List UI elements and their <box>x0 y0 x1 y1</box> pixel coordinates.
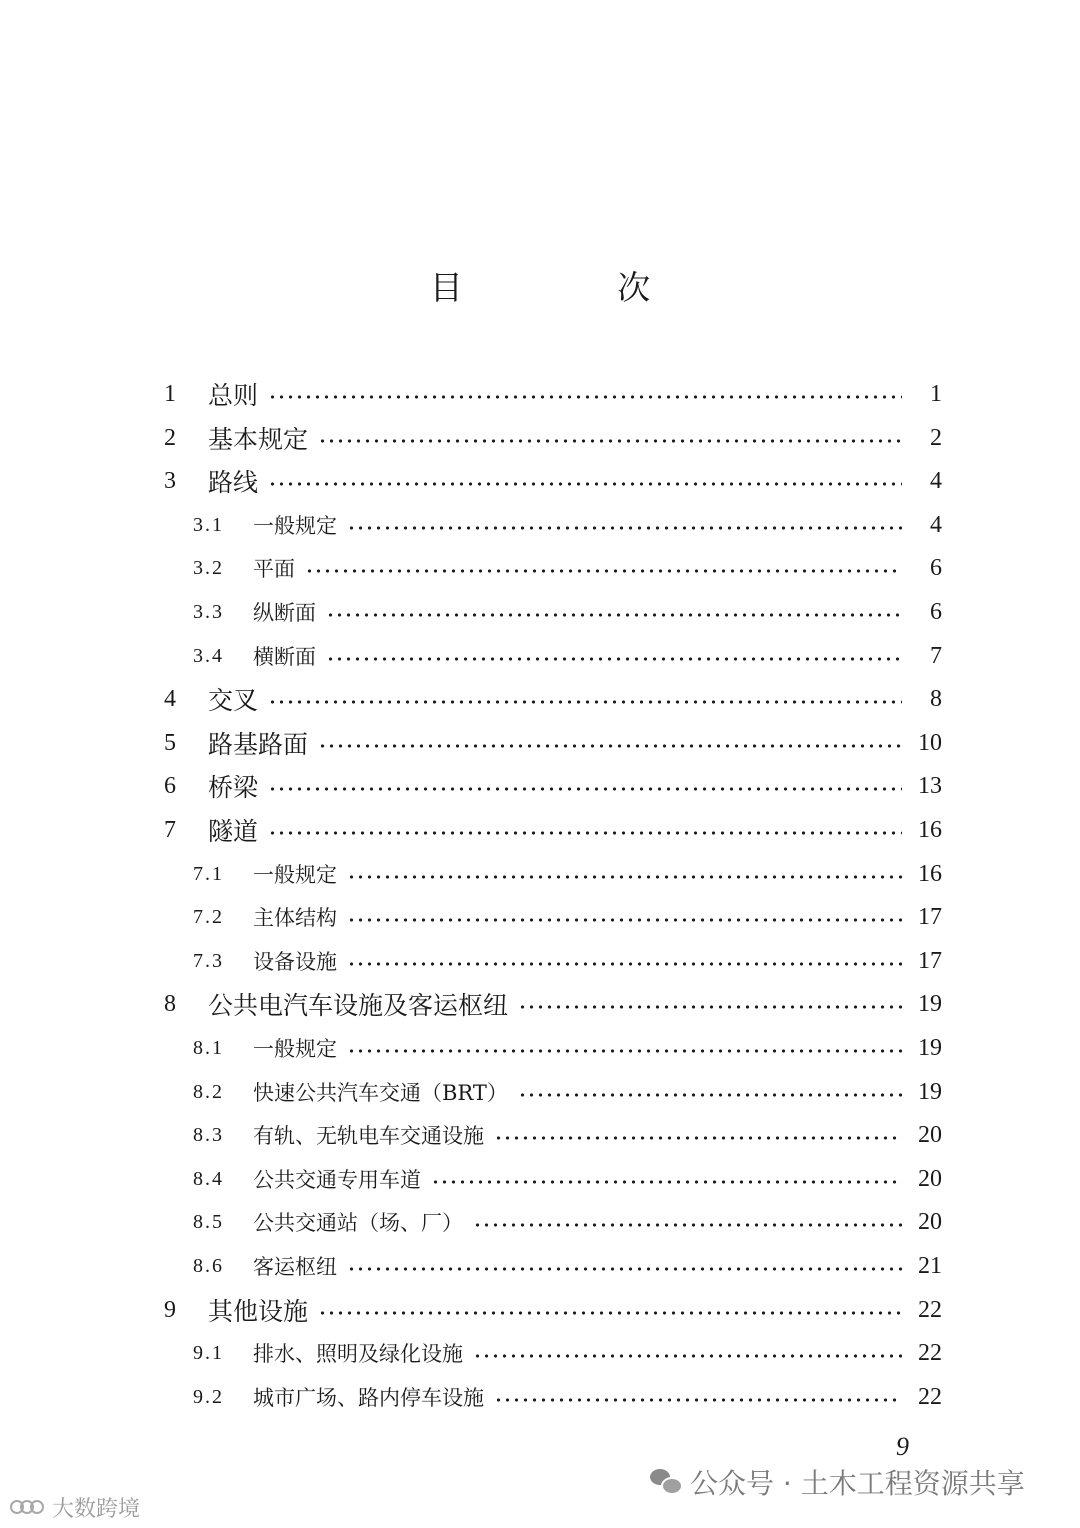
toc-entry-number: 7.1 <box>193 862 224 885</box>
toc-entry[interactable] <box>164 984 942 1024</box>
toc-entry-number: 3.1 <box>193 513 224 536</box>
toc-entry-page: 8 <box>930 685 942 712</box>
dot-leader <box>518 1093 902 1097</box>
watermark-wechat <box>650 1462 1025 1502</box>
logo-icon <box>10 1498 48 1516</box>
watermark-left <box>10 1492 140 1522</box>
toc-entry[interactable] <box>164 941 942 981</box>
toc-entry-title: 设备设施 <box>253 950 337 974</box>
toc-entry[interactable] <box>164 1333 942 1373</box>
dot-leader <box>347 526 902 530</box>
toc-entry[interactable] <box>164 897 942 937</box>
toc-entry-page: 20 <box>918 1165 942 1192</box>
toc-entry-page: 7 <box>930 642 942 669</box>
dot-leader <box>473 1354 902 1358</box>
toc-entry-title: 纵断面 <box>253 601 316 625</box>
toc-entry-page: 10 <box>918 729 942 756</box>
toc-entry-title: 路基路面 <box>208 730 309 759</box>
toc-entry-title: 隧道 <box>208 817 259 846</box>
toc-entry[interactable] <box>164 1202 942 1242</box>
toc-entry-title: 一般规定 <box>253 1037 337 1061</box>
toc-entry-number: 3.4 <box>193 644 224 667</box>
toc-entry-number: 8.5 <box>193 1210 224 1233</box>
toc-entry-page: 19 <box>918 1078 942 1105</box>
toc-entry-number: 9.2 <box>193 1385 224 1408</box>
toc-entry-number: 8.4 <box>193 1167 224 1190</box>
toc-entry[interactable] <box>164 854 942 894</box>
toc-entry-page: 16 <box>918 816 942 843</box>
toc-entry-title: 平面 <box>253 557 295 581</box>
dot-leader <box>494 1136 902 1140</box>
toc-entry-number: 6 <box>164 772 176 799</box>
toc-entry[interactable] <box>164 592 942 632</box>
toc-entry[interactable] <box>164 723 942 763</box>
toc-entry-title: 总则 <box>208 381 259 410</box>
toc-entry-page: 4 <box>930 467 942 494</box>
toc-entry-page: 17 <box>918 947 942 974</box>
toc-entry-page: 22 <box>918 1383 942 1410</box>
toc-entry-title: 桥梁 <box>208 773 259 802</box>
toc-entry[interactable] <box>164 1290 942 1330</box>
page-title: 目 次 <box>429 268 723 307</box>
dot-leader <box>431 1180 902 1184</box>
toc-entry-number: 9 <box>164 1296 176 1323</box>
dot-leader <box>268 787 902 791</box>
toc-entry-number: 7.2 <box>193 905 224 928</box>
toc-entry[interactable] <box>164 1377 942 1417</box>
toc-entry-title: 一般规定 <box>253 863 337 887</box>
toc-entry-title: 其他设施 <box>208 1297 309 1326</box>
dot-leader <box>268 700 902 704</box>
toc-entry-page: 19 <box>918 990 942 1017</box>
toc-entry-title: 公共电汽车设施及客运枢纽 <box>208 991 509 1020</box>
toc-entry-title: 基本规定 <box>208 425 309 454</box>
toc-entry-title: 公共交通站（场、厂） <box>253 1211 463 1235</box>
toc-entry-page: 20 <box>918 1208 942 1235</box>
dot-leader <box>347 1049 902 1053</box>
toc-entry-page: 1 <box>930 380 942 407</box>
toc-entry-page: 6 <box>930 598 942 625</box>
toc-entry-number: 8.6 <box>193 1254 224 1277</box>
toc-entry-page: 13 <box>918 772 942 799</box>
dot-leader <box>473 1223 902 1227</box>
toc-entry-page: 17 <box>918 903 942 930</box>
toc-entry-title: 公共交通专用车道 <box>253 1168 421 1192</box>
toc-entry-number: 3 <box>164 467 176 494</box>
toc-entry[interactable] <box>164 461 942 501</box>
toc-entry-number: 7.3 <box>193 949 224 972</box>
toc-entry-number: 8.2 <box>193 1080 224 1103</box>
toc-entry-page: 4 <box>930 511 942 538</box>
dot-leader <box>305 569 902 573</box>
toc-entry-page: 6 <box>930 554 942 581</box>
toc-entry[interactable] <box>164 1159 942 1199</box>
toc-entry-page: 21 <box>918 1252 942 1279</box>
toc-entry-number: 2 <box>164 424 176 451</box>
dot-leader <box>326 613 902 617</box>
toc-entry-page: 2 <box>930 424 942 451</box>
toc-entry-number: 1 <box>164 380 176 407</box>
dot-leader <box>347 1267 902 1271</box>
toc-entry[interactable] <box>164 505 942 545</box>
dot-leader <box>326 657 902 661</box>
watermark-wechat-text: 公众号 · 土木工程资源共享 <box>690 1467 1025 1500</box>
dot-leader <box>318 439 902 443</box>
toc-entry[interactable] <box>164 766 942 806</box>
dot-leader <box>494 1398 902 1402</box>
toc-entry-number: 8.1 <box>193 1036 224 1059</box>
toc-entry-title: 快速公共汽车交通（BRT） <box>253 1081 508 1105</box>
toc-entry-page: 20 <box>918 1121 942 1148</box>
toc-entry-page: 22 <box>918 1296 942 1323</box>
toc-entry[interactable] <box>164 548 942 588</box>
toc-entry-title: 排水、照明及绿化设施 <box>253 1342 463 1366</box>
toc-entry-page: 22 <box>918 1339 942 1366</box>
toc-entry-title: 主体结构 <box>253 906 337 930</box>
toc-entry[interactable] <box>164 636 942 676</box>
dot-leader <box>347 962 902 966</box>
toc-entry-number: 7 <box>164 816 176 843</box>
toc-entry[interactable] <box>164 1246 942 1286</box>
toc-entry[interactable] <box>164 810 942 850</box>
wechat-icon <box>650 1469 680 1495</box>
toc-entry-title: 城市广场、路内停车设施 <box>253 1386 484 1410</box>
watermark-left-text: 大数跨境 <box>52 1496 141 1522</box>
toc-entry-title: 一般规定 <box>253 514 337 538</box>
dot-leader <box>318 744 902 748</box>
dot-leader <box>518 1005 902 1009</box>
toc-entry-title: 交叉 <box>208 686 259 715</box>
dot-leader <box>318 1311 902 1315</box>
toc-entry[interactable] <box>164 1072 942 1112</box>
dot-leader <box>347 875 902 879</box>
toc-entry[interactable] <box>164 1115 942 1155</box>
toc-entry-title: 客运枢纽 <box>253 1255 337 1279</box>
toc-entry[interactable] <box>164 679 942 719</box>
toc-entry-title: 有轨、无轨电车交通设施 <box>253 1124 484 1148</box>
toc-entry[interactable] <box>164 374 942 414</box>
toc-entry-page: 16 <box>918 860 942 887</box>
dot-leader <box>347 918 902 922</box>
toc-entry-title: 路线 <box>208 468 259 497</box>
toc-entry-page: 19 <box>918 1034 942 1061</box>
dot-leader <box>268 831 902 835</box>
dot-leader <box>268 395 902 399</box>
toc-entry-number: 5 <box>164 729 176 756</box>
toc-entry-number: 8.3 <box>193 1123 224 1146</box>
toc-entry[interactable] <box>164 1028 942 1068</box>
toc-entry-number: 8 <box>164 990 176 1017</box>
toc-entry-number: 4 <box>164 685 176 712</box>
toc-entry-number: 3.2 <box>193 556 224 579</box>
toc-entry-title: 横断面 <box>253 645 316 669</box>
page-number: 9 <box>896 1432 909 1461</box>
toc-entry-number: 9.1 <box>193 1341 224 1364</box>
toc-entry[interactable] <box>164 418 942 458</box>
toc-entry-number: 3.3 <box>193 600 224 623</box>
dot-leader <box>268 482 902 486</box>
